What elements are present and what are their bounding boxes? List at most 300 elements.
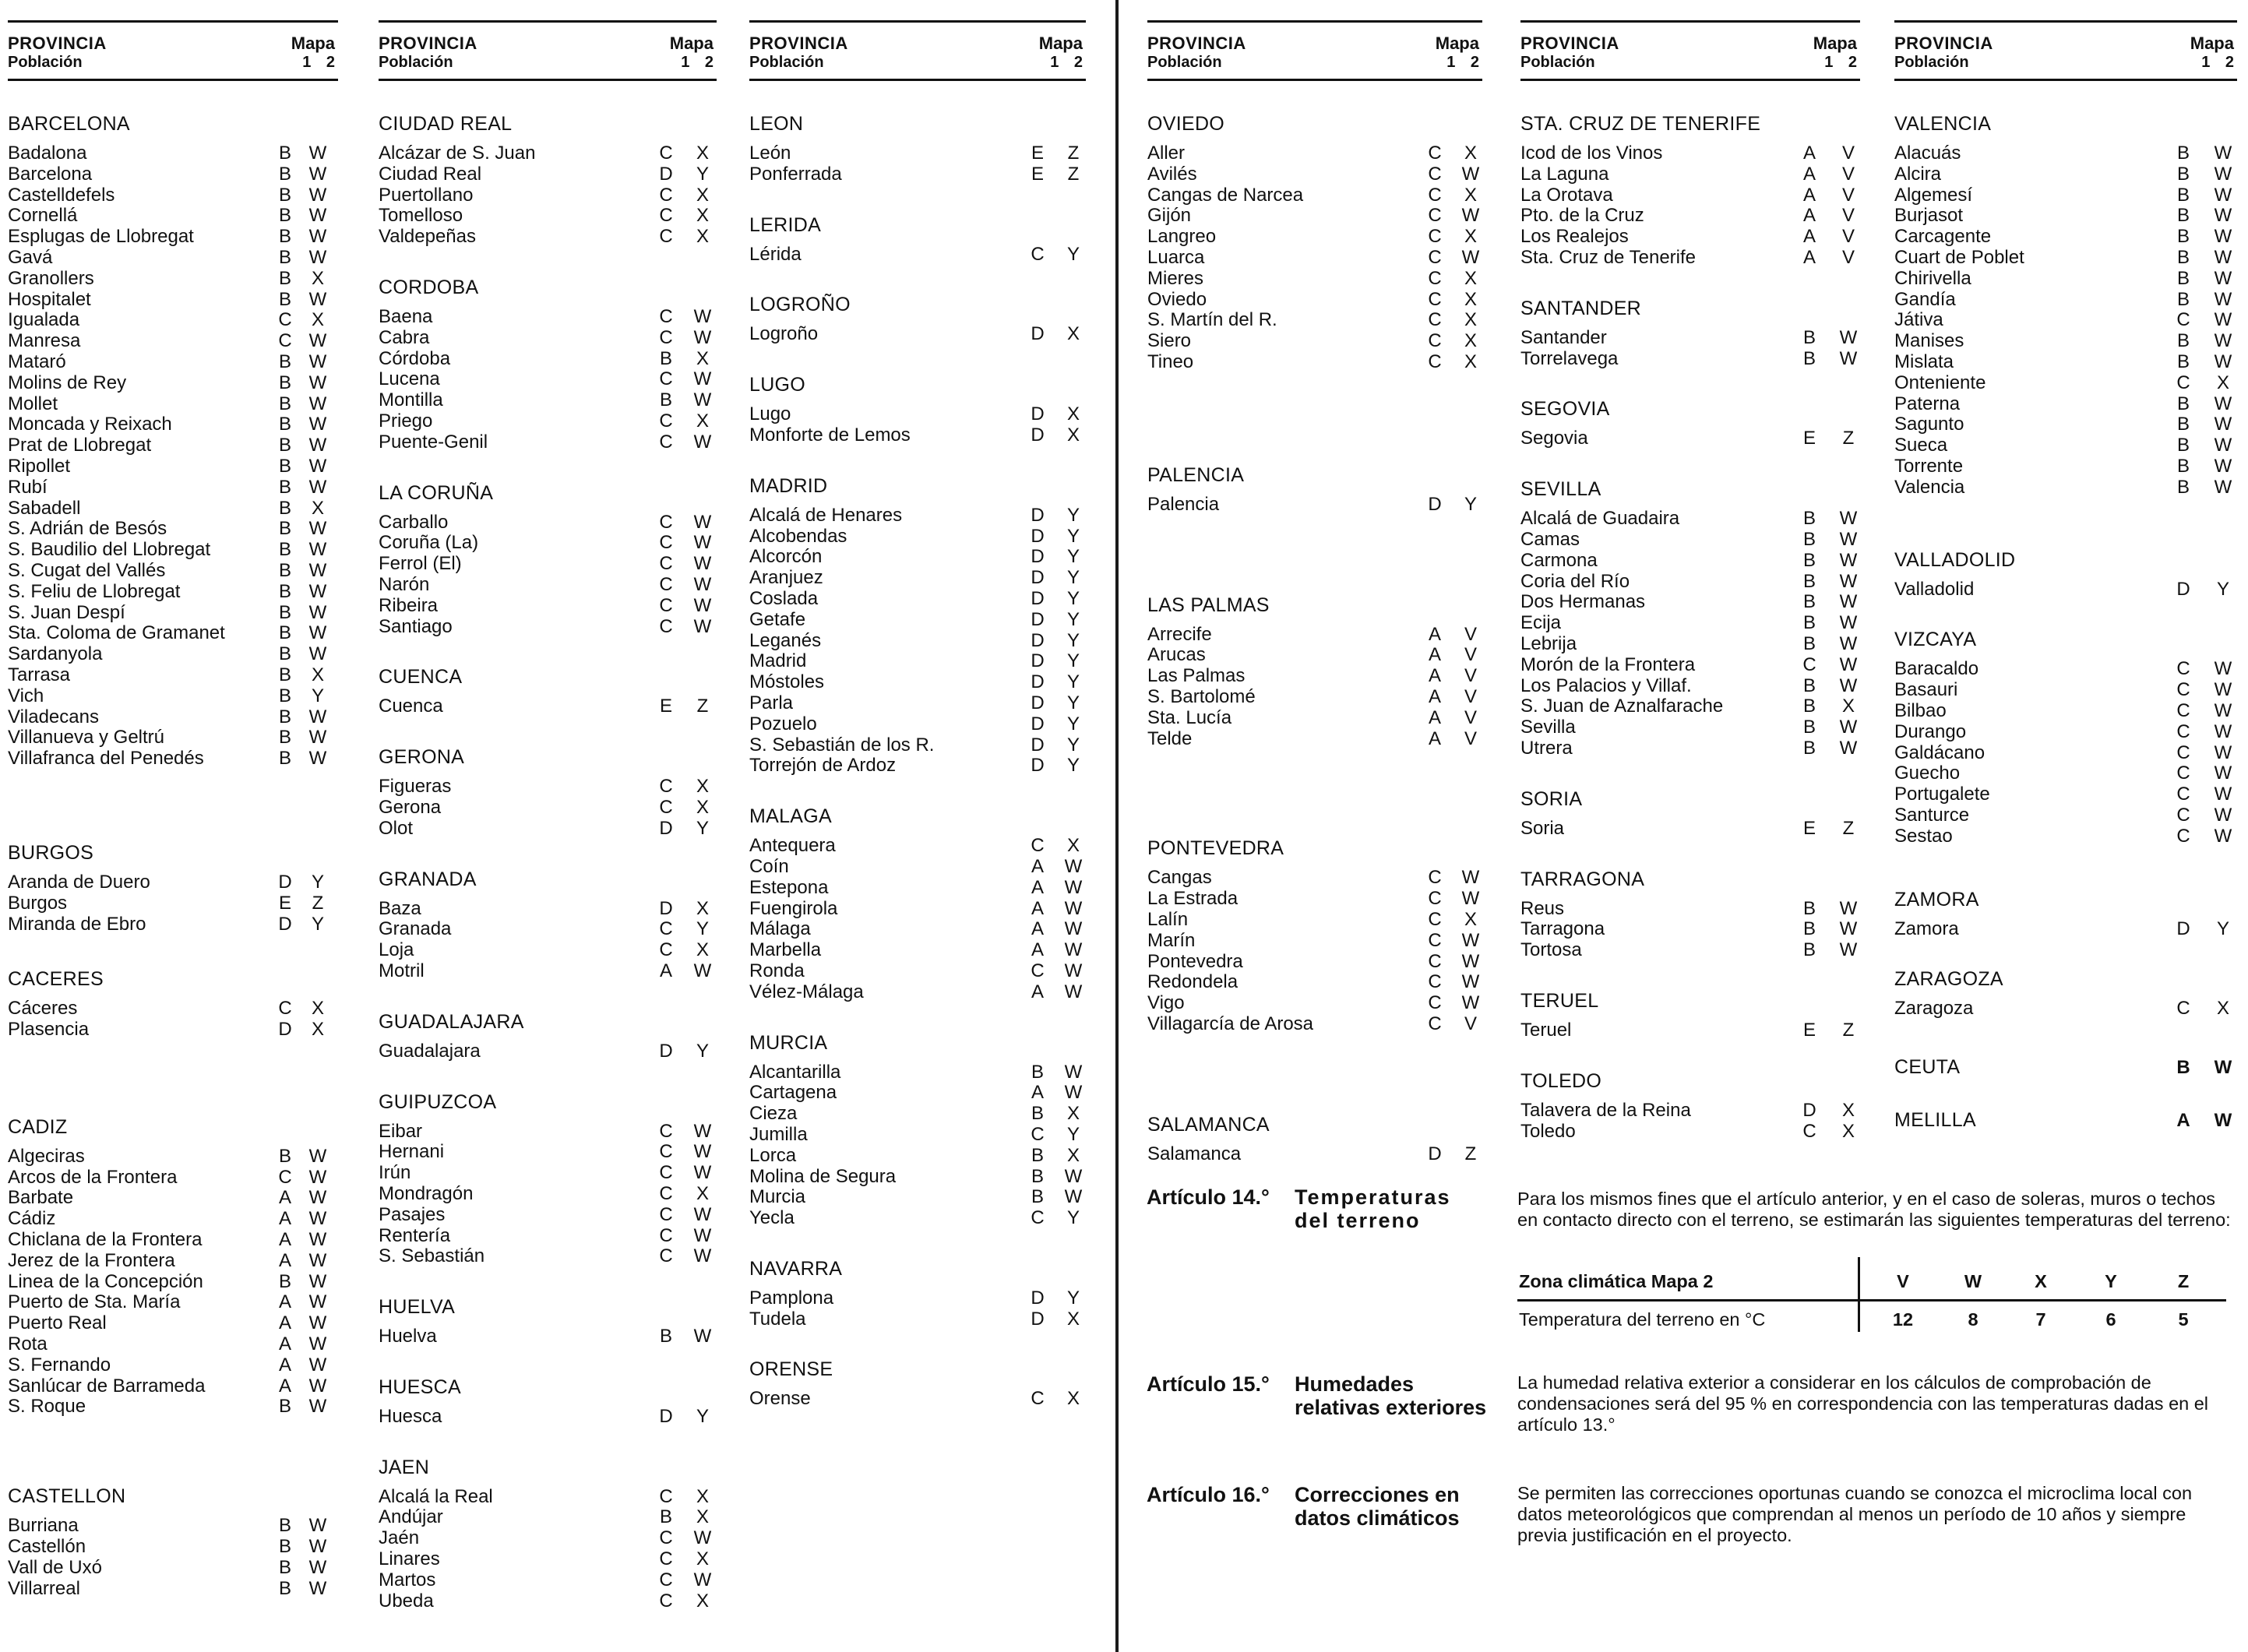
town-row bbox=[379, 696, 717, 717]
town-row bbox=[379, 164, 717, 185]
map1-zone: B bbox=[278, 414, 291, 435]
map1-zone: B bbox=[278, 205, 291, 227]
town-name: Las Palmas bbox=[1147, 665, 1246, 687]
map1-zone: A bbox=[1031, 855, 1044, 877]
map1-zone: D bbox=[1031, 1287, 1045, 1309]
town-name: Zamora bbox=[1894, 918, 1959, 939]
town-name: Igualada bbox=[8, 309, 80, 331]
town-name: Sestao bbox=[1894, 825, 1953, 847]
map2-zone: V bbox=[1464, 623, 1477, 645]
town-name: Orense bbox=[749, 1388, 811, 1410]
map1-zone: C bbox=[1031, 960, 1045, 981]
town-name: S. Cugat del Vallés bbox=[8, 559, 166, 581]
map2-zone: Y bbox=[1066, 504, 1080, 526]
town-name: Algemesí bbox=[1894, 184, 1973, 206]
town-row bbox=[1894, 435, 2237, 456]
map2-zone: W bbox=[2214, 288, 2232, 310]
map1-zone: B bbox=[1802, 508, 1816, 530]
province-column bbox=[8, 20, 338, 1599]
temp-cell: 5 bbox=[2178, 1309, 2189, 1330]
map2-zone: W bbox=[308, 1375, 327, 1397]
map2-zone: W bbox=[308, 518, 327, 540]
town-name: Marín bbox=[1147, 929, 1196, 951]
map1-zone: D bbox=[2176, 918, 2190, 939]
town-row bbox=[1520, 919, 1860, 940]
map1-zone: C bbox=[1428, 350, 1442, 372]
town-row bbox=[1520, 349, 1860, 370]
province-column bbox=[379, 20, 717, 1611]
map1-zone: B bbox=[278, 184, 291, 206]
town-name: Ubeda bbox=[379, 1590, 434, 1611]
header-mapa: Mapa bbox=[669, 33, 714, 53]
town-name: Icod de los Vinos bbox=[1520, 143, 1663, 164]
map1-zone: B bbox=[278, 372, 291, 393]
map2-zone: W bbox=[308, 205, 327, 227]
map2-zone: W bbox=[693, 1245, 712, 1267]
town-row bbox=[8, 477, 338, 498]
town-name: Lalín bbox=[1147, 908, 1189, 930]
town-name: Granollers bbox=[8, 267, 94, 289]
map2-zone: W bbox=[1839, 897, 1858, 919]
map1-zone: B bbox=[278, 1270, 291, 1292]
town-row bbox=[1520, 592, 1860, 613]
town-name: Valladolid bbox=[1894, 578, 1975, 600]
town-name: Onteniente bbox=[1894, 372, 1986, 393]
map2-zone: W bbox=[2214, 476, 2232, 498]
map1-zone: D bbox=[1031, 755, 1045, 777]
map1-zone: E bbox=[1802, 817, 1816, 839]
article-title: Correcciones en datos climáticos bbox=[1295, 1483, 1460, 1530]
map1-zone: C bbox=[1031, 1123, 1045, 1145]
map1-zone: B bbox=[278, 748, 291, 770]
town-name: Avilés bbox=[1147, 163, 1197, 185]
map2-zone: W bbox=[308, 184, 327, 206]
map1-zone: B bbox=[1802, 549, 1816, 571]
town-row bbox=[379, 1591, 717, 1612]
town-name: Loja bbox=[379, 939, 414, 961]
province-block bbox=[8, 1485, 338, 1599]
map2-zone: X bbox=[1841, 1099, 1855, 1121]
town-row bbox=[379, 328, 717, 349]
map2-zone: Y bbox=[1066, 755, 1080, 777]
town-row bbox=[8, 1313, 338, 1334]
map2-zone: Y bbox=[1066, 692, 1080, 713]
town-name: León bbox=[749, 143, 791, 164]
map1-zone: C bbox=[1428, 267, 1442, 289]
map1-zone: C bbox=[1428, 226, 1442, 248]
town-row bbox=[1894, 394, 2237, 415]
town-name: Eibar bbox=[379, 1120, 423, 1142]
province-name: BARCELONA bbox=[8, 113, 130, 135]
map1-zone: B bbox=[278, 1145, 291, 1167]
town-row bbox=[8, 1168, 338, 1189]
town-row bbox=[8, 248, 338, 269]
map2-zone: W bbox=[2214, 679, 2232, 701]
map1-zone: B bbox=[1802, 918, 1816, 940]
header-mapa-columns: 1 2 bbox=[1050, 54, 1083, 71]
town-name: S. Juan Despí bbox=[8, 601, 125, 623]
map1-zone: C bbox=[1428, 143, 1442, 164]
map2-zone: X bbox=[1464, 350, 1477, 372]
map2-zone: V bbox=[1841, 226, 1855, 248]
map1-zone: C bbox=[1428, 908, 1442, 930]
table-row-label: Temperatura del terreno en °C bbox=[1519, 1309, 1766, 1330]
map1-zone: C bbox=[2176, 658, 2190, 680]
town-name: Toledo bbox=[1520, 1120, 1576, 1142]
town-row bbox=[1894, 373, 2237, 394]
header-poblacion: Población bbox=[8, 54, 83, 71]
province-name: STA. CRUZ DE TENERIFE bbox=[1520, 113, 1761, 135]
town-name: Linea de la Concepción bbox=[8, 1270, 203, 1292]
town-row bbox=[1147, 729, 1482, 750]
map2-zone: W bbox=[1064, 960, 1083, 981]
map2-zone: X bbox=[1464, 226, 1477, 248]
town-name: Valdepeñas bbox=[379, 226, 476, 248]
town-row bbox=[8, 1188, 338, 1209]
town-name: Vich bbox=[8, 685, 44, 706]
town-row bbox=[1894, 414, 2237, 435]
town-row bbox=[1147, 687, 1482, 708]
map1-zone: C bbox=[659, 573, 673, 595]
town-name: Móstoles bbox=[749, 671, 825, 693]
town-name: Sta. Coloma de Gramanet bbox=[8, 622, 225, 644]
map2-zone: W bbox=[693, 532, 712, 554]
map2-zone: X bbox=[1066, 1103, 1080, 1125]
town-row bbox=[379, 411, 717, 432]
town-name: Gandía bbox=[1894, 288, 1956, 310]
province-name: TOLEDO bbox=[1520, 1069, 1602, 1092]
map2-zone: W bbox=[308, 226, 327, 248]
town-name: Granada bbox=[379, 918, 452, 940]
province-block bbox=[8, 841, 338, 935]
map2-zone: V bbox=[1841, 184, 1855, 206]
town-row bbox=[8, 1516, 338, 1537]
map2-zone: W bbox=[693, 305, 712, 327]
town-name: Sevilla bbox=[1520, 717, 1576, 738]
map2-zone: Y bbox=[1066, 546, 1080, 568]
article-text: Se permiten las correcciones oportunas cuando se conozca el microclima local con datos meteorológicos que comprendan al menos un período de 10 años y siempre previa justificación en el proyecto. bbox=[1517, 1483, 2193, 1545]
town-name: Pasajes bbox=[379, 1203, 446, 1225]
column-header bbox=[8, 20, 338, 81]
province-block bbox=[1894, 888, 2237, 940]
town-row bbox=[749, 589, 1086, 610]
town-name: Murcia bbox=[749, 1186, 806, 1208]
town-name: Oviedo bbox=[1147, 288, 1207, 310]
map2-zone: W bbox=[1839, 918, 1858, 940]
town-name: Jaén bbox=[379, 1527, 420, 1549]
map1-zone: B bbox=[1802, 717, 1816, 738]
town-name: Irún bbox=[379, 1162, 411, 1184]
map1-zone: D bbox=[1031, 587, 1045, 609]
town-name: Los Palacios y Villaf. bbox=[1520, 675, 1692, 696]
map2-zone: X bbox=[696, 410, 709, 431]
town-row bbox=[749, 1167, 1086, 1188]
town-row bbox=[1147, 143, 1482, 164]
province-name: LA CORUÑA bbox=[379, 481, 494, 504]
map1-zone: D bbox=[1031, 734, 1045, 756]
map1-zone: B bbox=[278, 664, 291, 685]
town-name: Badalona bbox=[8, 143, 87, 164]
map1-zone: C bbox=[1802, 1120, 1816, 1142]
town-row bbox=[379, 1487, 717, 1508]
town-row bbox=[8, 1579, 338, 1600]
temp-cell: 8 bbox=[1968, 1309, 1978, 1330]
map2-zone: W bbox=[308, 1187, 327, 1209]
map1-zone: B bbox=[278, 559, 291, 581]
map1-zone: B bbox=[2176, 184, 2190, 206]
town-name: Sueca bbox=[1894, 435, 1948, 456]
article-number: Artículo 15.° bbox=[1147, 1372, 1270, 1396]
column-header bbox=[1894, 20, 2237, 81]
map1-zone: A bbox=[1428, 727, 1441, 749]
town-row bbox=[749, 1187, 1086, 1208]
town-row bbox=[379, 596, 717, 617]
town-name: Villarreal bbox=[8, 1577, 80, 1599]
town-row bbox=[8, 435, 338, 456]
map1-zone: B bbox=[1031, 1186, 1044, 1208]
province-column bbox=[1520, 20, 1860, 1142]
map1-zone: B bbox=[1802, 591, 1816, 613]
map1-zone: B bbox=[659, 389, 672, 411]
town-name: Mieres bbox=[1147, 267, 1204, 289]
town-row bbox=[8, 394, 338, 415]
map2-zone: W bbox=[1461, 950, 1480, 972]
province-name: MALAGA bbox=[749, 805, 832, 828]
town-row bbox=[379, 1326, 717, 1347]
map1-zone: C bbox=[1428, 888, 1442, 910]
town-name: Morón de la Frontera bbox=[1520, 653, 1696, 675]
map1-zone: C bbox=[659, 1141, 673, 1163]
map1-zone: B bbox=[278, 1396, 291, 1418]
town-row bbox=[749, 836, 1086, 857]
province-block bbox=[1894, 112, 2237, 498]
town-name: Siero bbox=[1147, 330, 1192, 352]
map1-zone: D bbox=[2176, 578, 2190, 600]
map1-zone: B bbox=[278, 163, 291, 185]
town-row bbox=[8, 1230, 338, 1251]
town-row bbox=[1520, 509, 1860, 530]
town-row bbox=[1520, 676, 1860, 697]
town-name: S. Juan de Aznalfarache bbox=[1520, 696, 1724, 717]
town-name: S. Roque bbox=[8, 1396, 86, 1418]
town-name: Plasencia bbox=[8, 1019, 90, 1041]
map1-zone: A bbox=[278, 1312, 291, 1334]
town-row bbox=[1520, 1122, 1860, 1143]
town-row bbox=[749, 878, 1086, 899]
town-name: S. Martín del R. bbox=[1147, 309, 1277, 331]
town-row bbox=[1520, 819, 1860, 840]
town-name: Figueras bbox=[379, 776, 452, 798]
province-name: TARRAGONA bbox=[1520, 868, 1645, 890]
map1-zone: B bbox=[278, 435, 291, 456]
province-block bbox=[1520, 868, 1860, 961]
province-block bbox=[749, 293, 1086, 345]
map1-zone: E bbox=[1802, 1019, 1816, 1041]
table-header-row bbox=[1517, 1263, 2226, 1302]
province-name: MURCIA bbox=[749, 1031, 828, 1054]
map2-zone: W bbox=[308, 288, 327, 310]
town-row bbox=[8, 185, 338, 206]
town-row bbox=[8, 1020, 338, 1041]
map2-zone: Z bbox=[1067, 163, 1080, 185]
province-block bbox=[379, 1295, 717, 1347]
map2-zone: Y bbox=[1066, 567, 1080, 589]
town-row bbox=[1520, 655, 1860, 676]
town-name: Santiago bbox=[379, 615, 453, 637]
town-name: Algeciras bbox=[8, 1145, 85, 1167]
town-name: Huesca bbox=[379, 1405, 442, 1427]
map1-zone: A bbox=[1428, 623, 1441, 645]
map1-zone: D bbox=[1031, 525, 1045, 547]
town-name: Guadalajara bbox=[379, 1040, 481, 1062]
map1-zone: A bbox=[1428, 665, 1441, 687]
town-name: Luarca bbox=[1147, 246, 1205, 268]
map2-zone: V bbox=[1464, 685, 1477, 707]
town-name: Lorca bbox=[749, 1144, 797, 1166]
map2-zone: X bbox=[1464, 267, 1477, 289]
map1-zone: D bbox=[1031, 650, 1045, 672]
town-name: Alcalá de Guadaira bbox=[1520, 508, 1680, 530]
header-mapa: Mapa bbox=[1813, 33, 1857, 53]
town-name: Rubí bbox=[8, 476, 48, 498]
header-poblacion: Población bbox=[1147, 54, 1222, 71]
town-name: Aranjuez bbox=[749, 567, 823, 589]
town-row bbox=[8, 206, 338, 227]
map2-zone: Z bbox=[1067, 143, 1080, 164]
map2-zone: W bbox=[2214, 720, 2232, 742]
province-name: TERUEL bbox=[1520, 989, 1599, 1012]
town-row bbox=[379, 390, 717, 411]
town-name: Marbella bbox=[749, 939, 822, 961]
map1-zone: C bbox=[2176, 825, 2190, 847]
province-block bbox=[379, 112, 717, 248]
header-poblacion: Población bbox=[749, 54, 824, 71]
town-row bbox=[1147, 972, 1482, 993]
town-name: Ponferrada bbox=[749, 163, 842, 185]
map1-zone: C bbox=[659, 553, 673, 575]
map2-zone: W bbox=[693, 1141, 712, 1163]
town-row bbox=[1894, 206, 2237, 227]
header-poblacion: Población bbox=[379, 54, 453, 71]
town-name: Málaga bbox=[749, 918, 811, 940]
map1-zone: B bbox=[2176, 455, 2190, 477]
province-block bbox=[1520, 477, 1860, 759]
town-name: Redondela bbox=[1147, 971, 1239, 993]
map2-zone: Y bbox=[1066, 1123, 1080, 1145]
map2-zone: Y bbox=[1066, 243, 1080, 265]
map2-zone: W bbox=[1064, 939, 1083, 961]
map1-zone: B bbox=[1802, 632, 1816, 654]
town-name: Pamplona bbox=[749, 1287, 834, 1309]
province-block bbox=[1894, 967, 2237, 1020]
province-block bbox=[749, 112, 1086, 185]
town-name: Arcos de la Frontera bbox=[8, 1166, 178, 1188]
map1-zone: C bbox=[659, 1569, 673, 1590]
town-row bbox=[8, 1272, 338, 1293]
town-name: Basauri bbox=[1894, 679, 1958, 701]
map1-zone: C bbox=[2176, 720, 2190, 742]
town-row bbox=[1894, 1108, 2237, 1133]
town-row bbox=[8, 331, 338, 352]
town-row bbox=[379, 206, 717, 227]
town-row bbox=[749, 505, 1086, 527]
map2-zone: W bbox=[1064, 876, 1083, 898]
town-name: Utrera bbox=[1520, 737, 1573, 759]
header-poblacion: Población bbox=[1520, 54, 1595, 71]
map2-zone: X bbox=[696, 184, 709, 206]
map1-zone: C bbox=[659, 368, 673, 390]
town-name: Burgos bbox=[8, 892, 68, 914]
map1-zone: E bbox=[659, 696, 672, 717]
town-name: Bilbao bbox=[1894, 699, 1947, 721]
town-row bbox=[1520, 738, 1860, 759]
town-row bbox=[749, 527, 1086, 548]
town-row bbox=[8, 749, 338, 770]
map2-zone: W bbox=[308, 1333, 327, 1355]
map1-zone: B bbox=[2176, 330, 2190, 352]
town-row bbox=[749, 1083, 1086, 1104]
town-name: Linares bbox=[379, 1548, 440, 1570]
map2-zone: X bbox=[696, 897, 709, 919]
map2-zone: W bbox=[308, 1396, 327, 1418]
map1-zone: C bbox=[1428, 867, 1442, 889]
town-row bbox=[379, 432, 717, 453]
map1-zone: C bbox=[659, 1224, 673, 1246]
map1-zone: C bbox=[659, 1182, 673, 1204]
map1-zone: D bbox=[1031, 567, 1045, 589]
map2-zone: V bbox=[1841, 163, 1855, 185]
map1-zone: C bbox=[1031, 1207, 1045, 1229]
town-name: Torrente bbox=[1894, 455, 1964, 477]
province-block bbox=[379, 1090, 717, 1268]
town-row bbox=[379, 798, 717, 819]
map2-zone: W bbox=[308, 643, 327, 665]
town-name: Cádiz bbox=[8, 1208, 56, 1230]
map1-zone: C bbox=[659, 1203, 673, 1225]
map2-zone: W bbox=[1461, 163, 1480, 185]
town-name: Baracaldo bbox=[1894, 658, 1979, 680]
town-row bbox=[1520, 940, 1860, 961]
town-name: Hernani bbox=[379, 1141, 445, 1163]
town-name: Cáceres bbox=[8, 998, 78, 1020]
town-name: Tomelloso bbox=[379, 205, 463, 227]
map1-zone: D bbox=[1031, 1308, 1045, 1330]
map2-zone: W bbox=[1461, 867, 1480, 889]
town-name: Castelldefels bbox=[8, 184, 115, 206]
map2-zone: X bbox=[2216, 372, 2229, 393]
town-row bbox=[749, 1208, 1086, 1229]
town-name: Los Realejos bbox=[1520, 226, 1629, 248]
map1-zone: C bbox=[278, 998, 292, 1020]
town-row bbox=[1894, 579, 2237, 601]
town-name: Aller bbox=[1147, 143, 1186, 164]
map1-zone: B bbox=[2176, 288, 2190, 310]
town-row bbox=[1894, 352, 2237, 373]
province-column bbox=[749, 20, 1086, 1410]
map1-zone: B bbox=[278, 622, 291, 644]
map2-zone: W bbox=[1064, 1061, 1083, 1083]
town-row bbox=[749, 756, 1086, 777]
map1-zone: C bbox=[659, 1590, 673, 1611]
map2-zone: W bbox=[2214, 455, 2232, 477]
town-row bbox=[1894, 310, 2237, 331]
town-row bbox=[1147, 352, 1482, 373]
map2-zone: X bbox=[1066, 1388, 1080, 1410]
map2-zone: Y bbox=[1066, 587, 1080, 609]
town-name: Puerto Real bbox=[8, 1312, 107, 1334]
town-name: Cangas de Narcea bbox=[1147, 184, 1304, 206]
map2-zone: W bbox=[2214, 804, 2232, 826]
